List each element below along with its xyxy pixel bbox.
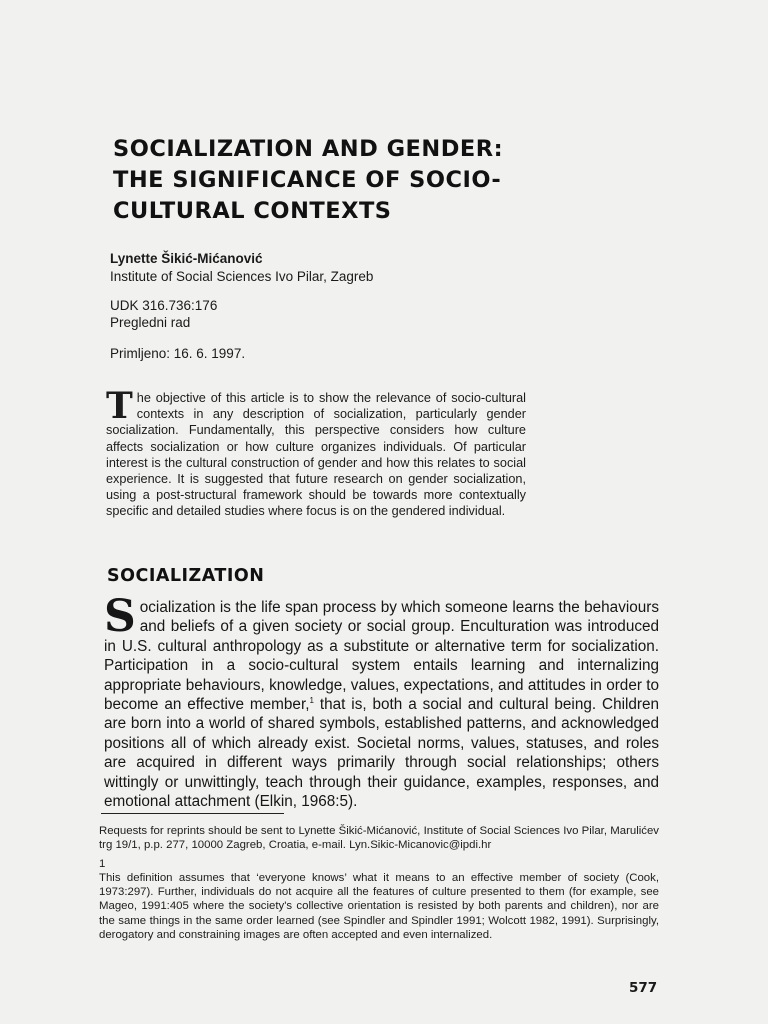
footnotes [99,824,659,942]
article-title [113,134,573,227]
title-line-1: SOCIALIZATION AND GENDER: [113,136,504,162]
udk-code: UDK 316.736:176 [110,298,218,313]
footnote-reference[interactable]: 1 [309,695,314,705]
section-text-part-1: ocialization is the life span process by which someone learns the behaviours and beliefs of a given society or social group. Enculturation was introduced in U.S. cultural anthropology as a substitute or alternative term for socialization. Participation in a socio-cultural system entails learning and internalizing appropriate behaviours, knowledge, values, expectations, and attitudes in order to become an effective member, [104,599,659,714]
section-text-part-2: that is, both a social and cultural being. Children are born into a world of shared symbols, established patterns, and acknowledged positions all of which already exist. Societal norms, values, statuses, and roles are acquired in different ways primarily through social relationships; others wittingly or unwittingly, teach through their guidance, examples, responses, and emotional attachment (Elkin, 1968:5). [104,696,659,811]
author-affiliation: Institute of Social Sciences Ivo Pilar, Zagreb [110,269,374,284]
author-block [110,250,530,286]
page-number: 577 [629,980,658,996]
footnote-text: This definition assumes that ‘everyone knows’ what it means to an effective member of society (Cook, 1973:297). Further, individuals do not acquire all the features of culture presented to them (for example, see Mageo, 1991:405 where the society's collective orientation is resisted by both parents and children), nor are the same things in the same order learned (see Spindler and Spindler 1991; Wolcott 1982, 1991). Surprisingly, derogatory and constraining images are often accepted and even internalized. [99,872,659,941]
section-heading: SOCIALIZATION [107,566,265,586]
reprint-request-note: Requests for reprints should be sent to Lynette Šikić-Mićanović, Institute of Social Sciences Ivo Pilar, Marulićev trg 19/1, p.p. 277, 10000 Zagreb, Croatia, e-mail. Lyn.Sikic-Micanovic@ipdi.hr [99,825,659,852]
section-dropcap: S [104,591,136,642]
abstract-dropcap: T [106,385,133,427]
classification-block [110,297,410,331]
footnote-divider [101,813,284,814]
author-name: Lynette Šikić-Mićanović [110,251,263,266]
title-line-3: CULTURAL CONTEXTS [113,198,392,224]
footnote-number: 1 [99,858,106,871]
article-type: Pregledni rad [110,315,191,330]
abstract [106,385,526,520]
section-body [104,591,659,811]
received-date: Primljeno: 16. 6. 1997. [110,346,246,361]
abstract-text: he objective of this article is to show the relevance of socio-cultural contexts in any description of socialization, particularly gender socialization. Fundamentally, this perspective considers how culture affects socialization or how culture organizes individuals. Of particular interest is the cultural construction of gender and how this relates to social experience. It is suggested that future research on gender socialization, using a post-structural framework should be towards more contextually specific and detailed studies where focus is on the gendered individual. [106,391,526,519]
title-line-2: THE SIGNIFICANCE OF SOCIO- [113,167,502,193]
